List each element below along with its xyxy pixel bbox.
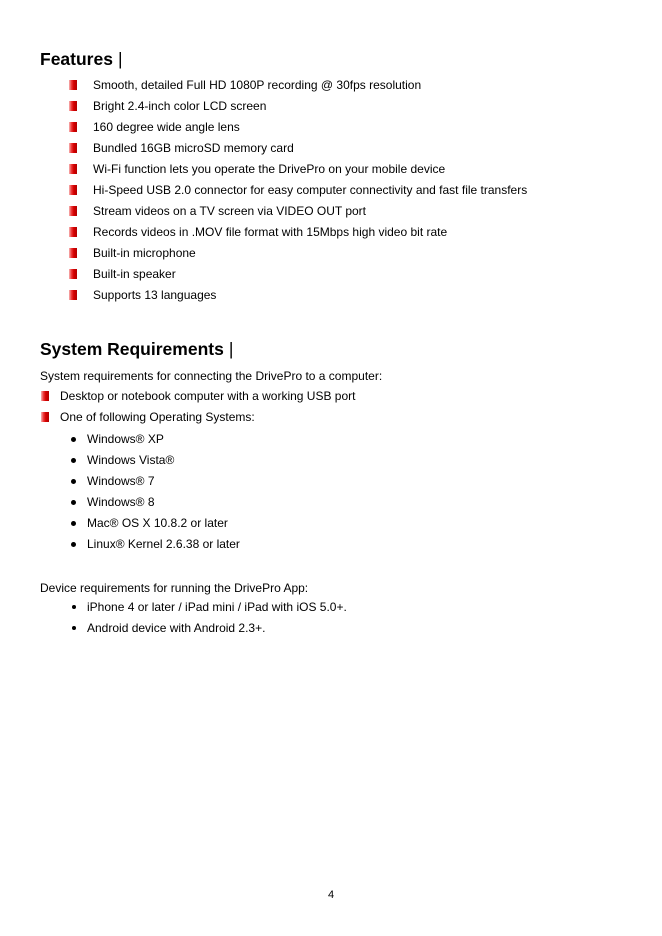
feature-item-text: Stream videos on a TV screen via VIDEO OUT port [93, 204, 366, 218]
os-item-text: Mac® OS X 10.8.2 or later [87, 516, 228, 530]
os-list [0, 429, 662, 555]
red-square-bullet-icon [69, 122, 77, 132]
feature-item [0, 285, 662, 306]
os-item [0, 429, 662, 450]
system-requirements-heading-text: System Requirements [40, 339, 224, 359]
feature-item [0, 243, 662, 264]
features-heading [40, 48, 123, 70]
os-item [0, 471, 662, 492]
feature-item-text: Built-in speaker [93, 267, 176, 281]
feature-item-text: Hi-Speed USB 2.0 connector for easy computer connectivity and fast file transfers [93, 183, 528, 197]
feature-item [0, 264, 662, 285]
red-square-bullet-icon [41, 412, 49, 422]
device-requirements-intro: Device requirements for running the DrivePro App: [40, 581, 309, 595]
heading-separator: | [228, 339, 234, 359]
bullet-dot-icon [71, 479, 76, 484]
device-item [0, 597, 662, 618]
device-list [0, 597, 662, 639]
bullet-dot-icon [71, 542, 76, 547]
requirement-item [0, 407, 662, 428]
os-item [0, 492, 662, 513]
feature-item-text: 160 degree wide angle lens [93, 120, 240, 134]
red-square-bullet-icon [69, 227, 77, 237]
feature-item-text: Wi-Fi function lets you operate the DrivePro on your mobile device [93, 162, 446, 176]
red-square-bullet-icon [69, 248, 77, 258]
heading-separator: | [117, 49, 123, 69]
feature-item-text: Bright 2.4-inch color LCD screen [93, 99, 267, 113]
os-item-text: Linux® Kernel 2.6.38 or later [87, 537, 240, 551]
features-list [0, 75, 662, 306]
feature-item [0, 201, 662, 222]
os-item [0, 534, 662, 555]
feature-item [0, 138, 662, 159]
os-item-text: Windows® XP [87, 432, 164, 446]
red-square-bullet-icon [69, 269, 77, 279]
bullet-dot-icon [71, 500, 76, 505]
feature-item [0, 159, 662, 180]
feature-item [0, 75, 662, 96]
feature-item [0, 96, 662, 117]
red-square-bullet-icon [69, 185, 77, 195]
features-heading-text: Features [40, 49, 113, 69]
requirement-item-text: Desktop or notebook computer with a working USB port [60, 389, 356, 403]
os-item-text: Windows Vista® [87, 453, 175, 467]
bullet-dot-icon [72, 626, 76, 630]
os-item [0, 450, 662, 471]
os-item-text: Windows® 8 [87, 495, 155, 509]
computer-requirements-intro: System requirements for connecting the DrivePro to a computer: [40, 369, 383, 383]
device-item-text: iPhone 4 or later / iPad mini / iPad with iOS 5.0+. [87, 600, 347, 614]
requirement-item-text: One of following Operating Systems: [60, 410, 255, 424]
feature-item-text: Bundled 16GB microSD memory card [93, 141, 294, 155]
feature-item [0, 180, 662, 201]
feature-item [0, 222, 662, 243]
feature-item-text: Records videos in .MOV file format with 15Mbps high video bit rate [93, 225, 448, 239]
feature-item [0, 117, 662, 138]
system-requirements-list [0, 386, 662, 428]
red-square-bullet-icon [69, 164, 77, 174]
bullet-dot-icon [71, 458, 76, 463]
red-square-bullet-icon [69, 101, 77, 111]
red-square-bullet-icon [69, 80, 77, 90]
bullet-dot-icon [72, 605, 76, 609]
system-requirements-heading [40, 338, 233, 360]
red-square-bullet-icon [69, 143, 77, 153]
red-square-bullet-icon [69, 206, 77, 216]
os-item [0, 513, 662, 534]
device-item-text: Android device with Android 2.3+. [87, 621, 266, 635]
red-square-bullet-icon [41, 391, 49, 401]
device-item [0, 618, 662, 639]
feature-item-text: Supports 13 languages [93, 288, 217, 302]
bullet-dot-icon [71, 521, 76, 526]
feature-item-text: Built-in microphone [93, 246, 196, 260]
requirement-item [0, 386, 662, 407]
bullet-dot-icon [71, 437, 76, 442]
page-number: 4 [327, 889, 335, 901]
red-square-bullet-icon [69, 290, 77, 300]
os-item-text: Windows® 7 [87, 474, 155, 488]
feature-item-text: Smooth, detailed Full HD 1080P recording @ 30fps resolution [93, 78, 422, 92]
